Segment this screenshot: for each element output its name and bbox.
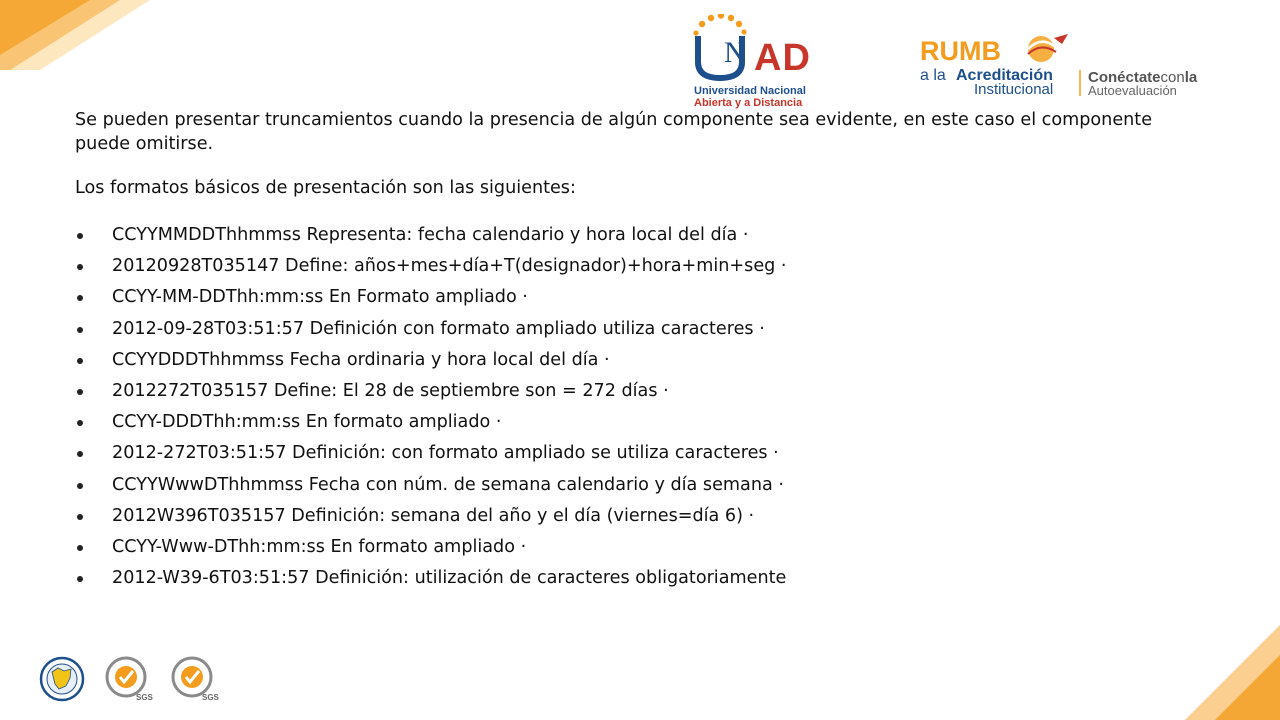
- list-item: [75, 407, 1195, 438]
- list-item: [75, 345, 1195, 376]
- rumbo-line1-prefix: a la: [920, 67, 946, 84]
- list-item-text: 2012-272T03:51:57 Definición: con formato ampliado se utiliza caracteres ·: [112, 443, 779, 464]
- colombia-shield-seal-icon: [34, 656, 90, 702]
- sgs-certification-seal-icon: [100, 656, 156, 702]
- list-item: [75, 532, 1195, 563]
- unad-logo-line2: Abierta y a Distancia: [694, 97, 803, 109]
- list-item-text: CCYY-MM-DDThh:mm:ss En Formato ampliado ·: [112, 287, 528, 308]
- paragraph-truncation: Se pueden presentar truncamientos cuando la presencia de algún componente sea evidente, en este caso el componente puede omitirse.: [75, 110, 1153, 154]
- bullet-icon: [77, 576, 83, 582]
- slide-content: [75, 108, 1195, 594]
- sgs-certification-seal-icon: [166, 656, 222, 702]
- list-item-text: CCYYMMDDThhmmss Representa: fecha calendario y hora local del día ·: [112, 225, 749, 245]
- list-item: [75, 501, 1195, 532]
- bullet-icon: [77, 358, 83, 364]
- rumbo-right-light: con: [1160, 69, 1185, 86]
- bullet-icon: [77, 514, 83, 520]
- list-item-text: CCYYWwwDThhmmss Fecha con núm. de semana calendario y día semana ·: [112, 474, 784, 495]
- bullet-icon: [77, 327, 83, 333]
- list-item-text: CCYY-Www-DThh:mm:ss En formato ampliado ·: [112, 537, 527, 558]
- bullet-icon: [77, 389, 83, 395]
- list-item: [75, 470, 1195, 501]
- bullet-icon: [77, 451, 83, 457]
- bullet-icon: [77, 264, 83, 270]
- paragraph-formats-intro: Los formatos básicos de presentación son las siguientes:: [75, 178, 576, 198]
- rumbo-acreditacion-logo: [918, 30, 1238, 100]
- sgs-label: SGS: [202, 693, 219, 702]
- corner-decoration-top-left: [0, 0, 180, 70]
- list-item-text: CCYYDDDThhmmss Fecha ordinaria y hora local del día ·: [112, 349, 610, 370]
- svg-text:RUMB: RUMB: [920, 36, 1001, 66]
- bullet-icon: [77, 233, 83, 239]
- svg-text:AD: AD: [754, 37, 811, 79]
- list-item-text: 2012W396T035157 Definición: semana del año y el día (viernes=día 6) ·: [112, 505, 755, 526]
- list-item: [75, 282, 1195, 313]
- list-item: [75, 251, 1195, 282]
- list-item: [75, 376, 1195, 407]
- format-bullet-list: [75, 220, 1195, 594]
- bullet-icon: [77, 420, 83, 426]
- list-item: [75, 563, 1195, 594]
- unad-logo: [692, 14, 852, 109]
- list-item: [75, 220, 1195, 251]
- list-item-text: 2012272T035157 Define: El 28 de septiembre son = 272 días ·: [112, 381, 669, 402]
- rumbo-line1-bold: Acreditación: [956, 67, 1053, 84]
- list-item-text: 2012-09-28T03:51:57 Definición con formato ampliado utiliza caracteres ·: [112, 318, 765, 339]
- list-item: [75, 314, 1195, 345]
- bullet-icon: [77, 483, 83, 489]
- list-item-text: 2012-W39-6T03:51:57 Definición: utilización de caracteres obligatoriamente: [112, 568, 787, 589]
- bullet-icon: [77, 545, 83, 551]
- bullet-icon: [77, 295, 83, 301]
- unad-logo-line1: Universidad Nacional: [694, 85, 806, 97]
- list-item-text: 20120928T035147 Define: años+mes+día+T(designador)+hora+min+seg ·: [112, 256, 787, 277]
- rumbo-right-bold-1: Conéctate: [1088, 69, 1161, 86]
- corner-decoration-bottom-right: [1170, 610, 1280, 720]
- sgs-label: SGS: [136, 693, 153, 702]
- rumbo-right-bold-2: la: [1184, 69, 1198, 86]
- rumbo-right-line2: Autoevaluación: [1088, 83, 1177, 98]
- rumbo-line2: Institucional: [974, 81, 1054, 98]
- list-item: [75, 438, 1195, 469]
- list-item-text: CCYY-DDDThh:mm:ss En formato ampliado ·: [112, 412, 502, 433]
- svg-text:N: N: [724, 36, 746, 69]
